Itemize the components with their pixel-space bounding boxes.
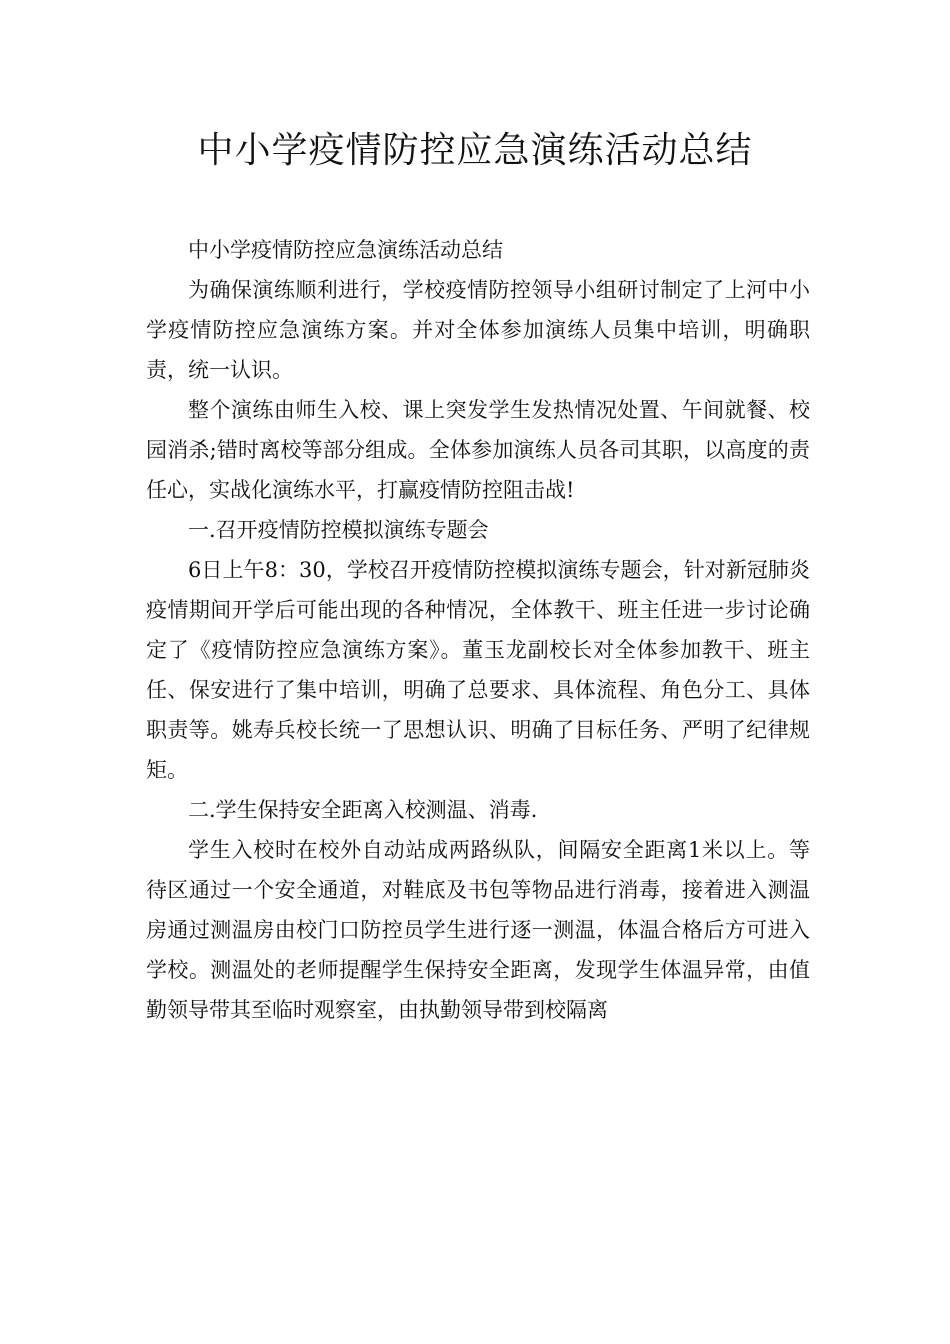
paragraph-overview: 整个演练由师生入校、课上突发学生发热情况处置、午间就餐、校园消杀;错时离校等部分组成。全体参加演练人员各司其职，以高度的责任心，实战化演练水平，打赢疫情防控阻击战! <box>146 398 810 502</box>
paragraph-section-2: 学生入校时在校外自动站成两路纵队，间隔安全距离1米以上。等待区通过一个安全通道，对鞋底及书包等物品进行消毒，接着进入测温房通过测温房由校门口防控员学生进行逐一测温，体温合格后方可进入学校。测温处的老师提醒学生保持安全距离，发现学生体温异常，由值勤领导带其至临时观察室，由执勤领导带到校隔离 <box>146 838 810 1022</box>
document-title: 中小学疫情防控应急演练活动总结 <box>197 130 753 171</box>
section-heading-2: 二.学生保持安全距离入校测温、消毒. <box>188 798 538 822</box>
paragraph-intro: 为确保演练顺利进行，学校疫情防控领导小组研讨制定了上河中小学疫情防控应急演练方案。并对全体参加演练人员集中培训，明确职责，统一认识。 <box>146 278 810 382</box>
section-heading-1: 一.召开疫情防控模拟演练专题会 <box>188 518 489 542</box>
paragraph-subtitle: 中小学疫情防控应急演练活动总结 <box>188 238 503 262</box>
document-body <box>146 230 810 1030</box>
paragraph-section-1: 6日上午8：30，学校召开疫情防控模拟演练专题会，针对新冠肺炎疫情期间开学后可能出现的各种情况，全体教干、班主任进一步讨论确定了《疫情防控应急演练方案》。董玉龙副校长对全体参加教干、班主任、保安进行了集中培训，明确了总要求、具体流程、角色分工、具体职责等。姚寿兵校长统一了思想认识、明确了目标任务、严明了纪律规矩。 <box>146 558 810 782</box>
